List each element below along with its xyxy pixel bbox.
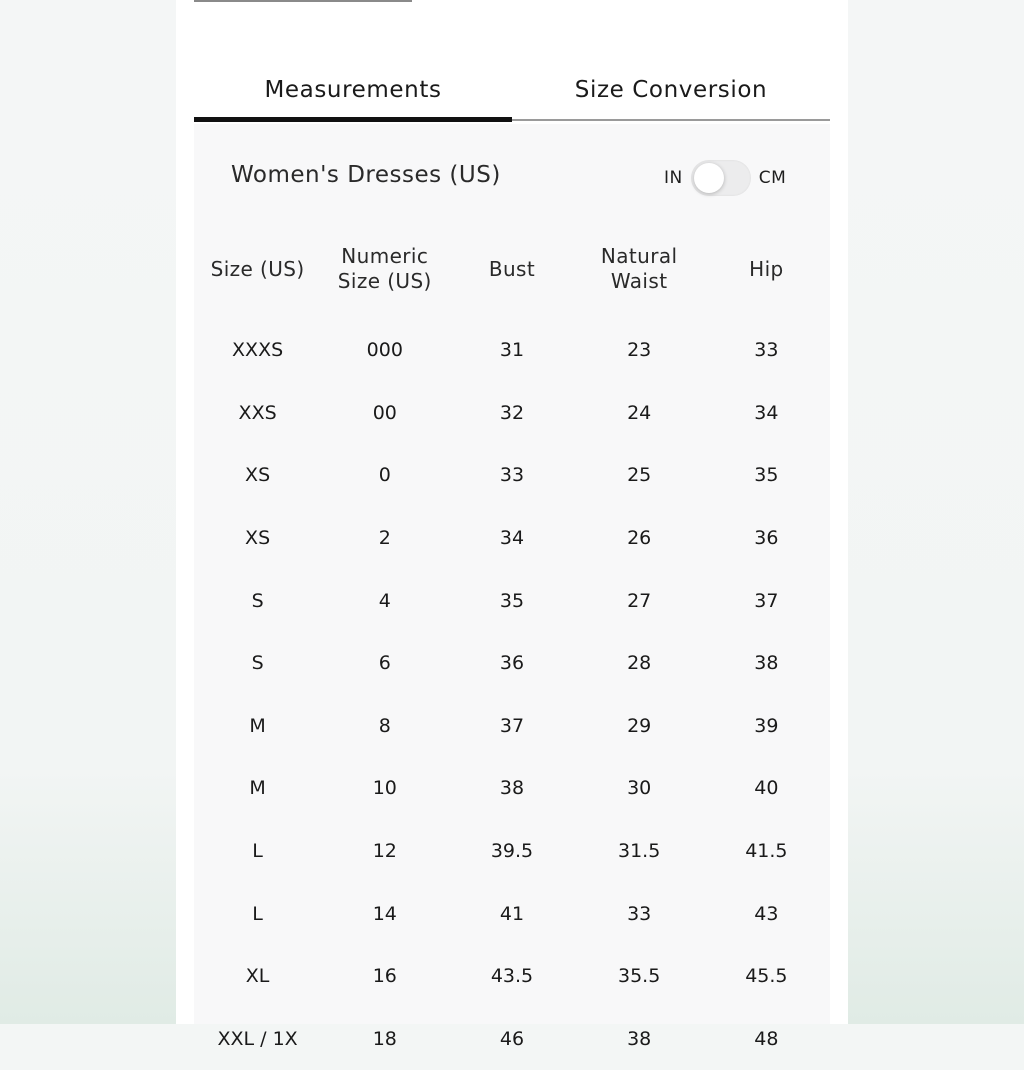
tab-bar xyxy=(194,60,830,122)
cell-bust: 46 xyxy=(499,1027,525,1050)
table-row xyxy=(194,382,830,445)
table-row xyxy=(194,632,830,695)
cell-waist: 33 xyxy=(627,902,652,925)
cell-hip: 45.5 xyxy=(745,965,788,988)
table-row xyxy=(194,882,830,945)
cell-bust: 31 xyxy=(499,339,525,362)
cell-waist: 38 xyxy=(627,1027,652,1050)
header-natural-waist: Natural Waist xyxy=(600,244,678,293)
cell-hip: 39 xyxy=(754,714,779,737)
cell-size: S xyxy=(251,652,264,675)
measurements-content xyxy=(194,124,830,1050)
cell-hip: 43 xyxy=(754,902,779,925)
cell-waist: 26 xyxy=(627,527,652,550)
cell-numeric-size: 0 xyxy=(378,464,391,487)
header-hip: Hip xyxy=(749,256,784,281)
cell-numeric-size: 000 xyxy=(366,339,403,362)
cell-size: XXS xyxy=(238,401,277,424)
cell-numeric-size: 6 xyxy=(378,652,391,675)
cell-hip: 41.5 xyxy=(745,840,788,863)
cell-size: XS xyxy=(245,527,271,550)
size-table xyxy=(194,229,830,1070)
table-header-row xyxy=(194,229,830,319)
cell-bust: 41 xyxy=(499,902,525,925)
tab-measurements[interactable]: Measurements xyxy=(264,77,442,103)
cell-numeric-size: 16 xyxy=(372,965,397,988)
cell-bust: 32 xyxy=(499,401,525,424)
cell-bust: 36 xyxy=(499,652,525,675)
background-right xyxy=(848,0,1024,1024)
cell-bust: 35 xyxy=(499,589,525,612)
cell-hip: 38 xyxy=(754,652,779,675)
cell-size: S xyxy=(251,589,264,612)
cell-numeric-size: 2 xyxy=(378,527,391,550)
table-row xyxy=(194,319,830,382)
cell-numeric-size: 8 xyxy=(378,714,391,737)
cell-waist: 30 xyxy=(627,777,652,800)
top-divider xyxy=(194,0,412,2)
unit-toggle xyxy=(664,158,786,198)
tab-active-indicator xyxy=(194,117,512,122)
header-numeric-size: Numeric Size (US) xyxy=(337,244,432,293)
size-guide-panel xyxy=(176,0,848,1050)
cell-size: M xyxy=(249,714,266,737)
cell-size: XXL / 1X xyxy=(217,1027,298,1050)
cell-bust: 43.5 xyxy=(490,965,534,988)
cell-waist: 23 xyxy=(627,339,652,362)
tab-size-conversion[interactable]: Size Conversion xyxy=(574,77,768,103)
cell-hip: 48 xyxy=(754,1027,779,1050)
table-row xyxy=(194,757,830,820)
table-row xyxy=(194,695,830,758)
cell-hip: 37 xyxy=(754,589,779,612)
table-row xyxy=(194,945,830,1008)
cell-numeric-size: 12 xyxy=(372,840,397,863)
cell-numeric-size: 10 xyxy=(372,777,397,800)
cell-hip: 40 xyxy=(754,777,779,800)
cell-bust: 34 xyxy=(499,527,525,550)
cell-size: XXXS xyxy=(232,339,284,362)
cell-bust: 39.5 xyxy=(490,840,534,863)
header-bust: Bust xyxy=(488,256,536,281)
unit-label-cm: CM xyxy=(758,168,787,188)
table-row xyxy=(194,444,830,507)
header-size-us: Size (US) xyxy=(210,256,305,281)
cell-numeric-size: 18 xyxy=(372,1027,397,1050)
cell-size: M xyxy=(249,777,266,800)
cell-waist: 28 xyxy=(627,652,652,675)
cell-numeric-size: 14 xyxy=(372,902,397,925)
table-row xyxy=(194,1008,830,1070)
background-left xyxy=(0,0,176,1024)
unit-label-in: IN xyxy=(664,168,683,188)
cell-hip: 36 xyxy=(754,527,779,550)
table-row xyxy=(194,820,830,883)
cell-numeric-size: 00 xyxy=(372,401,397,424)
cell-waist: 35.5 xyxy=(618,965,661,988)
cell-waist: 29 xyxy=(627,714,652,737)
section-title: Women's Dresses (US) xyxy=(231,162,501,188)
cell-hip: 35 xyxy=(754,464,779,487)
cell-size: L xyxy=(252,902,263,925)
cell-size: L xyxy=(252,840,263,863)
cell-waist: 25 xyxy=(627,464,652,487)
cell-size: XS xyxy=(245,464,271,487)
unit-switch[interactable] xyxy=(691,160,751,196)
cell-hip: 33 xyxy=(754,339,779,362)
cell-hip: 34 xyxy=(754,401,779,424)
cell-waist: 31.5 xyxy=(618,840,661,863)
cell-size: XL xyxy=(245,965,270,988)
cell-waist: 27 xyxy=(627,589,652,612)
cell-waist: 24 xyxy=(627,401,652,424)
cell-numeric-size: 4 xyxy=(378,589,391,612)
cell-bust: 33 xyxy=(499,464,525,487)
cell-bust: 37 xyxy=(499,714,525,737)
cell-bust: 38 xyxy=(499,777,525,800)
table-row xyxy=(194,569,830,632)
table-row xyxy=(194,507,830,570)
unit-switch-knob xyxy=(694,163,724,193)
